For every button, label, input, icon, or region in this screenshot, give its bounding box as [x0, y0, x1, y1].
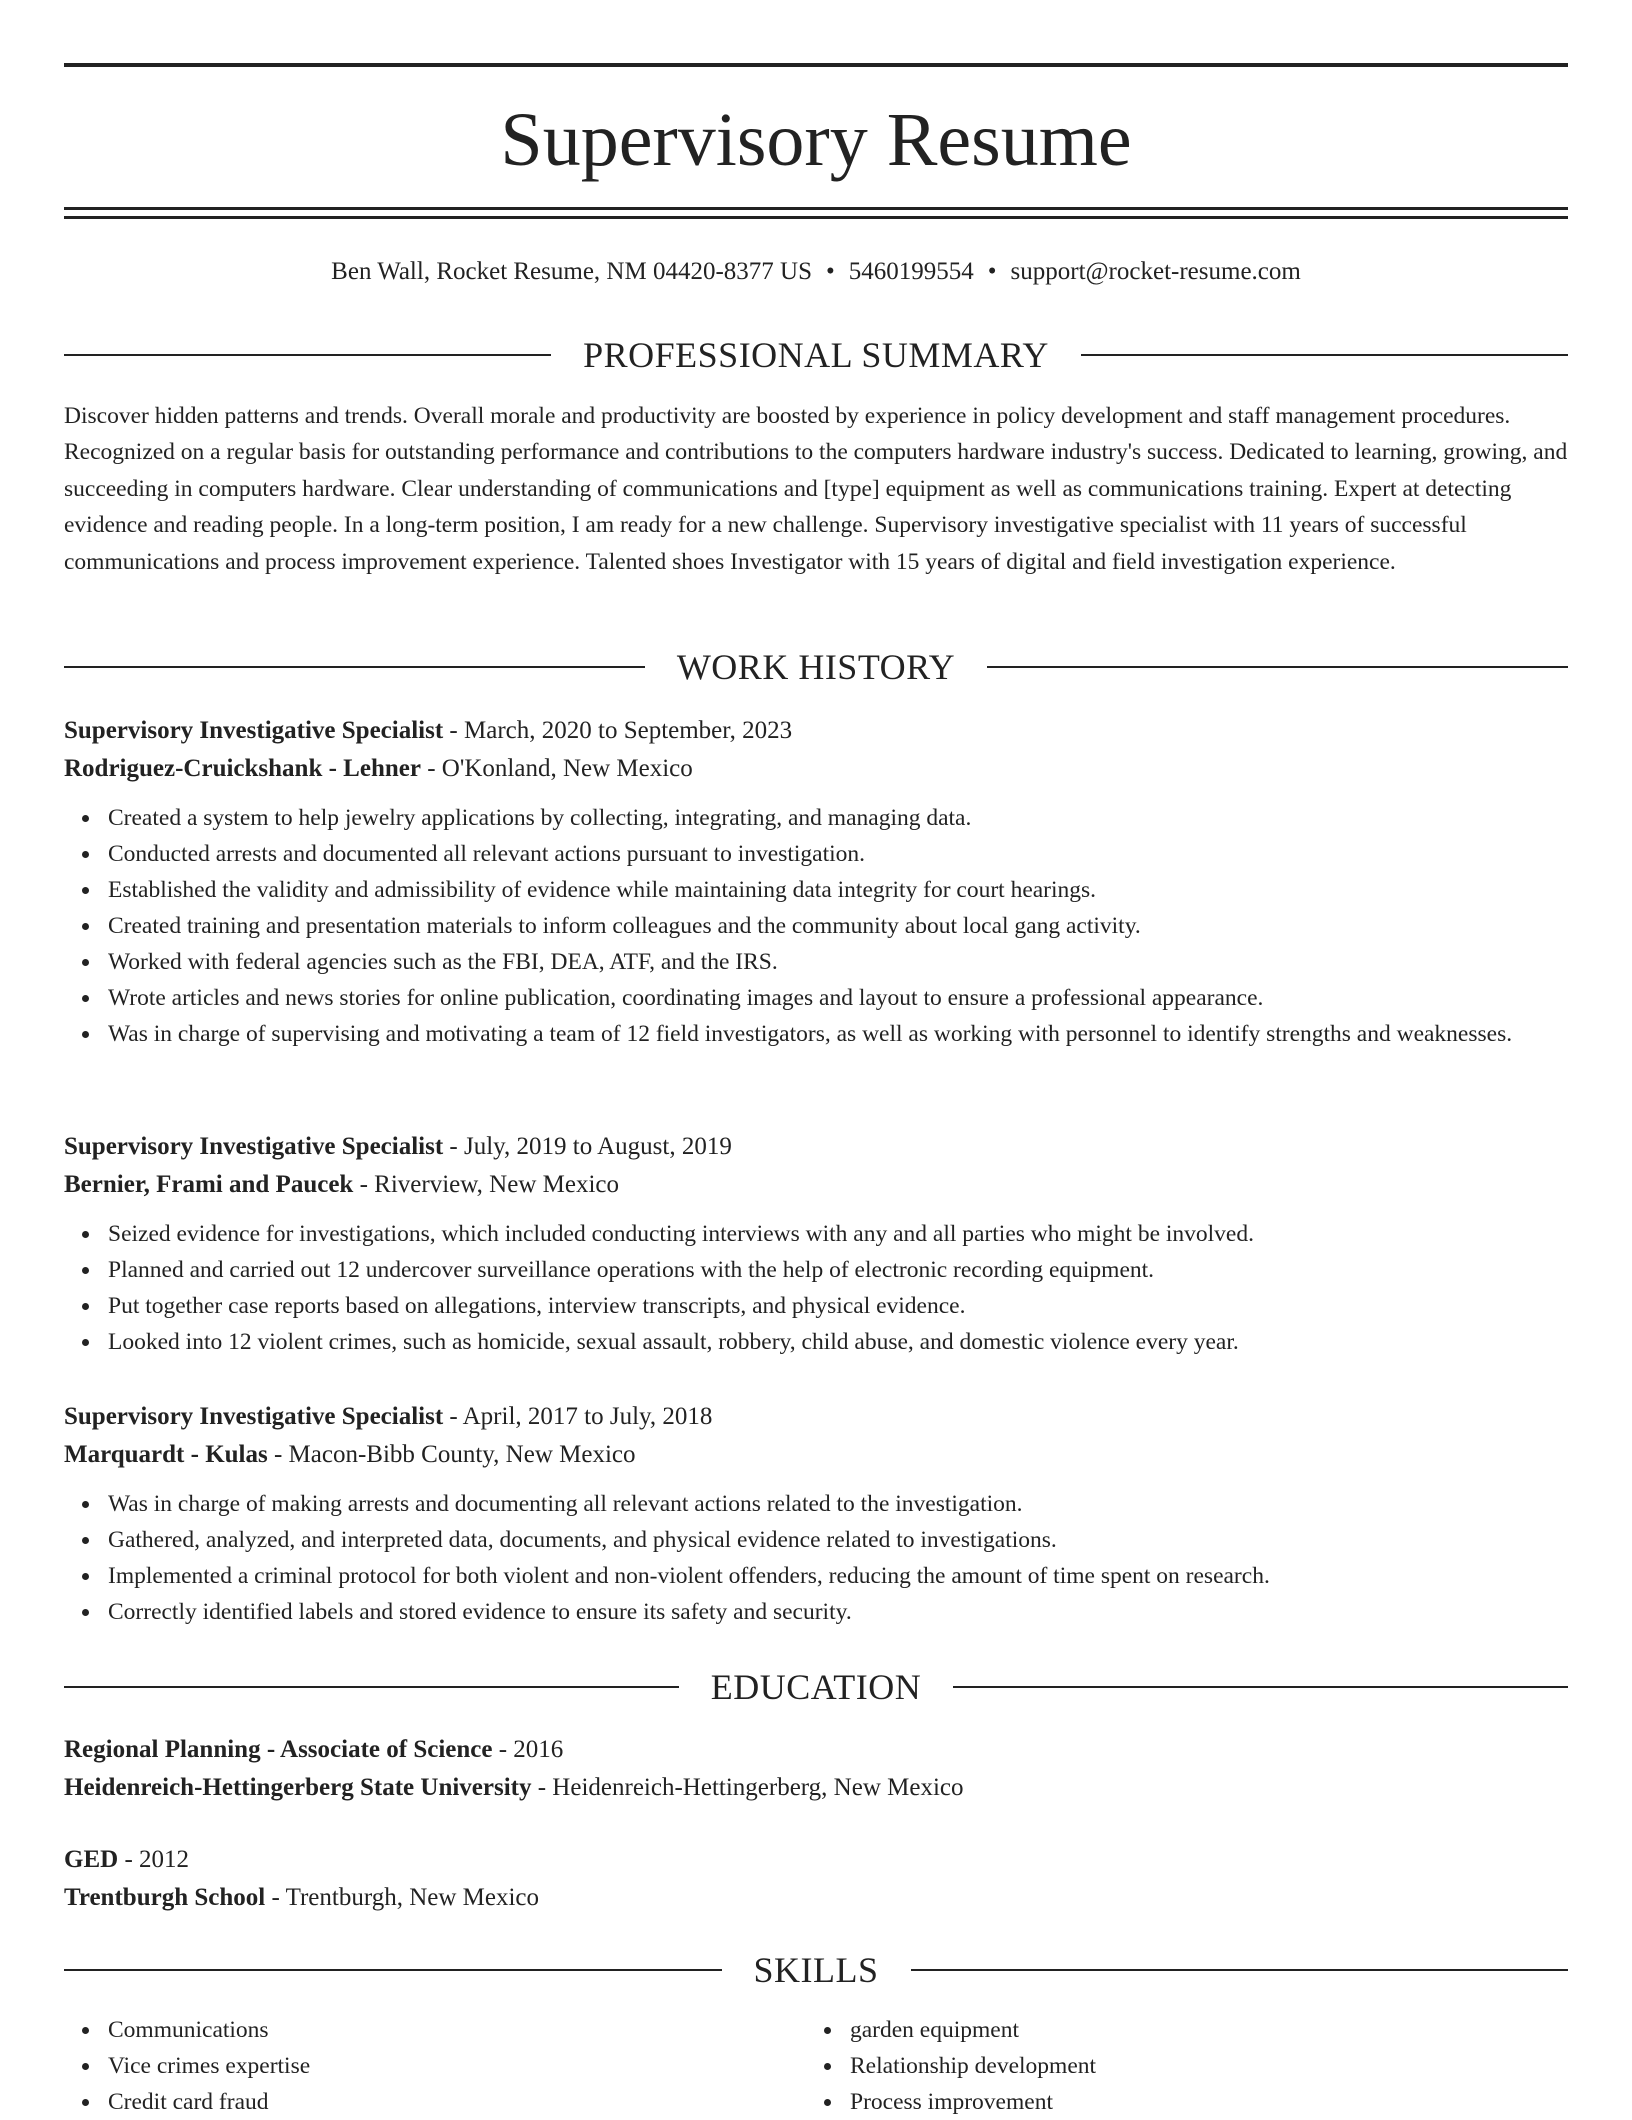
section-title: WORK HISTORY: [676, 647, 956, 687]
list-item: Gathered, analyzed, and interpreted data, documents, and physical evidence related to investigations.: [64, 1522, 1568, 1558]
list-item: Was in charge of supervising and motivating a team of 12 field investigators, as well as working with personnel to identify strengths and weaknesses.: [64, 1016, 1568, 1053]
list-item: Worked with federal agencies such as the FBI, DEA, ATF, and the IRS.: [64, 944, 1568, 980]
list-item: Was in charge of making arrests and documenting all relevant actions related to the investigation.: [64, 1486, 1568, 1522]
section-header-education: [64, 1664, 1568, 1710]
section-title: EDUCATION: [710, 1667, 922, 1707]
education-year: - 2016: [492, 1736, 564, 1763]
divider-line: [987, 666, 1568, 668]
title-rule-upper: [64, 207, 1568, 210]
list-item: Put together case reports based on allegations, interview transcripts, and physical evidence.: [64, 1288, 1568, 1324]
summary-paragraph: Discover hidden patterns and trends. Overall morale and productivity are boosted by experience in policy development and staff management procedures. Recognized on a regular basis for outstanding performance and contributions to the computers hardware industry's success. Dedicated to learning, growing, and succeeding in computers hardware. Clear understanding of communications and [type] equipment as well as communications training. Expert at detecting evidence and reading people. In a long-term position, I am ready for a new challenge. Supervisory investigative specialist with 11 years of successful communications and process improvement experience. Talented shoes Investigator with 15 years of digital and field investigation experience.: [64, 403, 1568, 575]
education-degree: GED: [64, 1846, 119, 1873]
section-title: SKILLS: [753, 1950, 879, 1990]
job-title-line: [64, 712, 1568, 750]
job-company-line: [64, 750, 1568, 788]
section-header-work: [64, 644, 1568, 690]
skill-item: Process improvement: [806, 2084, 1548, 2120]
education-school-line: [64, 1879, 1568, 1917]
education-school: Trentburgh School: [64, 1884, 266, 1911]
skill-item: Relationship development: [806, 2048, 1548, 2084]
divider-line: [911, 1969, 1569, 1971]
divider-line: [953, 1686, 1568, 1688]
job-bullets: [64, 1486, 1568, 1630]
job-title-line: [64, 1128, 1568, 1166]
job-entry: [64, 1128, 1568, 1360]
job-entry: [64, 1398, 1568, 1630]
contact-phone: 5460199554: [848, 258, 974, 285]
list-item: Wrote articles and news stories for online publication, coordinating images and layout to ensure a professional appearance.: [64, 980, 1568, 1016]
education-year: - 2012: [118, 1846, 190, 1873]
list-item: Conducted arrests and documented all relevant actions pursuant to investigation.: [64, 836, 1568, 872]
list-item: Seized evidence for investigations, which included conducting interviews with any and all parties who might be involved.: [64, 1216, 1568, 1252]
education-entry: [64, 1731, 1568, 1807]
skill-item: Vice crimes expertise: [64, 2048, 806, 2084]
skill-item: Communications: [64, 2012, 806, 2048]
list-item: Created training and presentation materials to inform colleagues and the community about local gang activity.: [64, 908, 1568, 944]
job-location: - Riverview, New Mexico: [353, 1171, 620, 1198]
job-bullets: [64, 1216, 1568, 1360]
education-school: Heidenreich-Hettingerberg State University: [64, 1774, 532, 1801]
education-degree: Regional Planning - Associate of Science: [64, 1736, 493, 1763]
list-item: Looked into 12 violent crimes, such as homicide, sexual assault, robbery, child abuse, and domestic violence every year.: [64, 1324, 1568, 1360]
divider-line: [64, 354, 551, 356]
education-entry: [64, 1841, 1568, 1917]
education-location: - Trentburgh, New Mexico: [265, 1884, 540, 1911]
job-title: Supervisory Investigative Specialist: [64, 1403, 444, 1430]
job-dates: - July, 2019 to August, 2019: [443, 1133, 732, 1160]
job-bullets: [64, 800, 1568, 1053]
skill-item: garden equipment: [806, 2012, 1548, 2048]
section-header-summary: [64, 332, 1568, 378]
education-location: - Heidenreich-Hettingerberg, New Mexico: [531, 1774, 964, 1801]
education-degree-line: [64, 1731, 1568, 1769]
contact-address: Ben Wall, Rocket Resume, NM 04420-8377 US: [331, 258, 812, 285]
contact-separator: •: [826, 258, 835, 285]
section-header-skills: [64, 1947, 1568, 1993]
job-company: Rodriguez-Cruickshank - Lehner: [64, 755, 421, 782]
job-location: - O'Konland, New Mexico: [420, 755, 693, 782]
divider-line: [1081, 354, 1568, 356]
top-rule: [64, 63, 1568, 67]
list-item: Implemented a criminal protocol for both violent and non-violent offenders, reducing the amount of time spent on research.: [64, 1558, 1568, 1594]
skills-columns: [64, 2012, 1568, 2120]
divider-line: [64, 1969, 722, 1971]
education-school-line: [64, 1769, 1568, 1807]
job-title-line: [64, 1398, 1568, 1436]
job-company-line: [64, 1166, 1568, 1204]
job-dates: - March, 2020 to September, 2023: [443, 717, 793, 744]
job-company: Marquardt - Kulas: [64, 1441, 268, 1468]
skills-list-left: [64, 2012, 806, 2120]
page-title: Supervisory Resume: [500, 98, 1132, 182]
skills-list-right: [806, 2012, 1548, 2120]
divider-line: [64, 666, 645, 668]
skill-item: Credit card fraud: [64, 2084, 806, 2120]
list-item: Created a system to help jewelry applications by collecting, integrating, and managing data.: [64, 800, 1568, 836]
job-location: - Macon-Bibb County, New Mexico: [267, 1441, 636, 1468]
job-dates: - April, 2017 to July, 2018: [443, 1403, 713, 1430]
contact-line: [64, 252, 1568, 292]
list-item: Planned and carried out 12 undercover surveillance operations with the help of electronic recording equipment.: [64, 1252, 1568, 1288]
job-entry: [64, 712, 1568, 1053]
list-item: Established the validity and admissibility of evidence while maintaining data integrity for court hearings.: [64, 872, 1568, 908]
title-rule-lower: [64, 216, 1568, 219]
contact-separator: •: [987, 258, 997, 285]
section-title: PROFESSIONAL SUMMARY: [583, 335, 1049, 375]
job-company-line: [64, 1436, 1568, 1474]
job-title: Supervisory Investigative Specialist: [64, 717, 444, 744]
job-company: Bernier, Frami and Paucek: [64, 1171, 354, 1198]
job-title: Supervisory Investigative Specialist: [64, 1133, 444, 1160]
divider-line: [64, 1686, 679, 1688]
contact-email: support@rocket-resume.com: [1010, 258, 1301, 285]
list-item: Correctly identified labels and stored evidence to ensure its safety and security.: [64, 1594, 1568, 1630]
education-degree-line: [64, 1841, 1568, 1879]
